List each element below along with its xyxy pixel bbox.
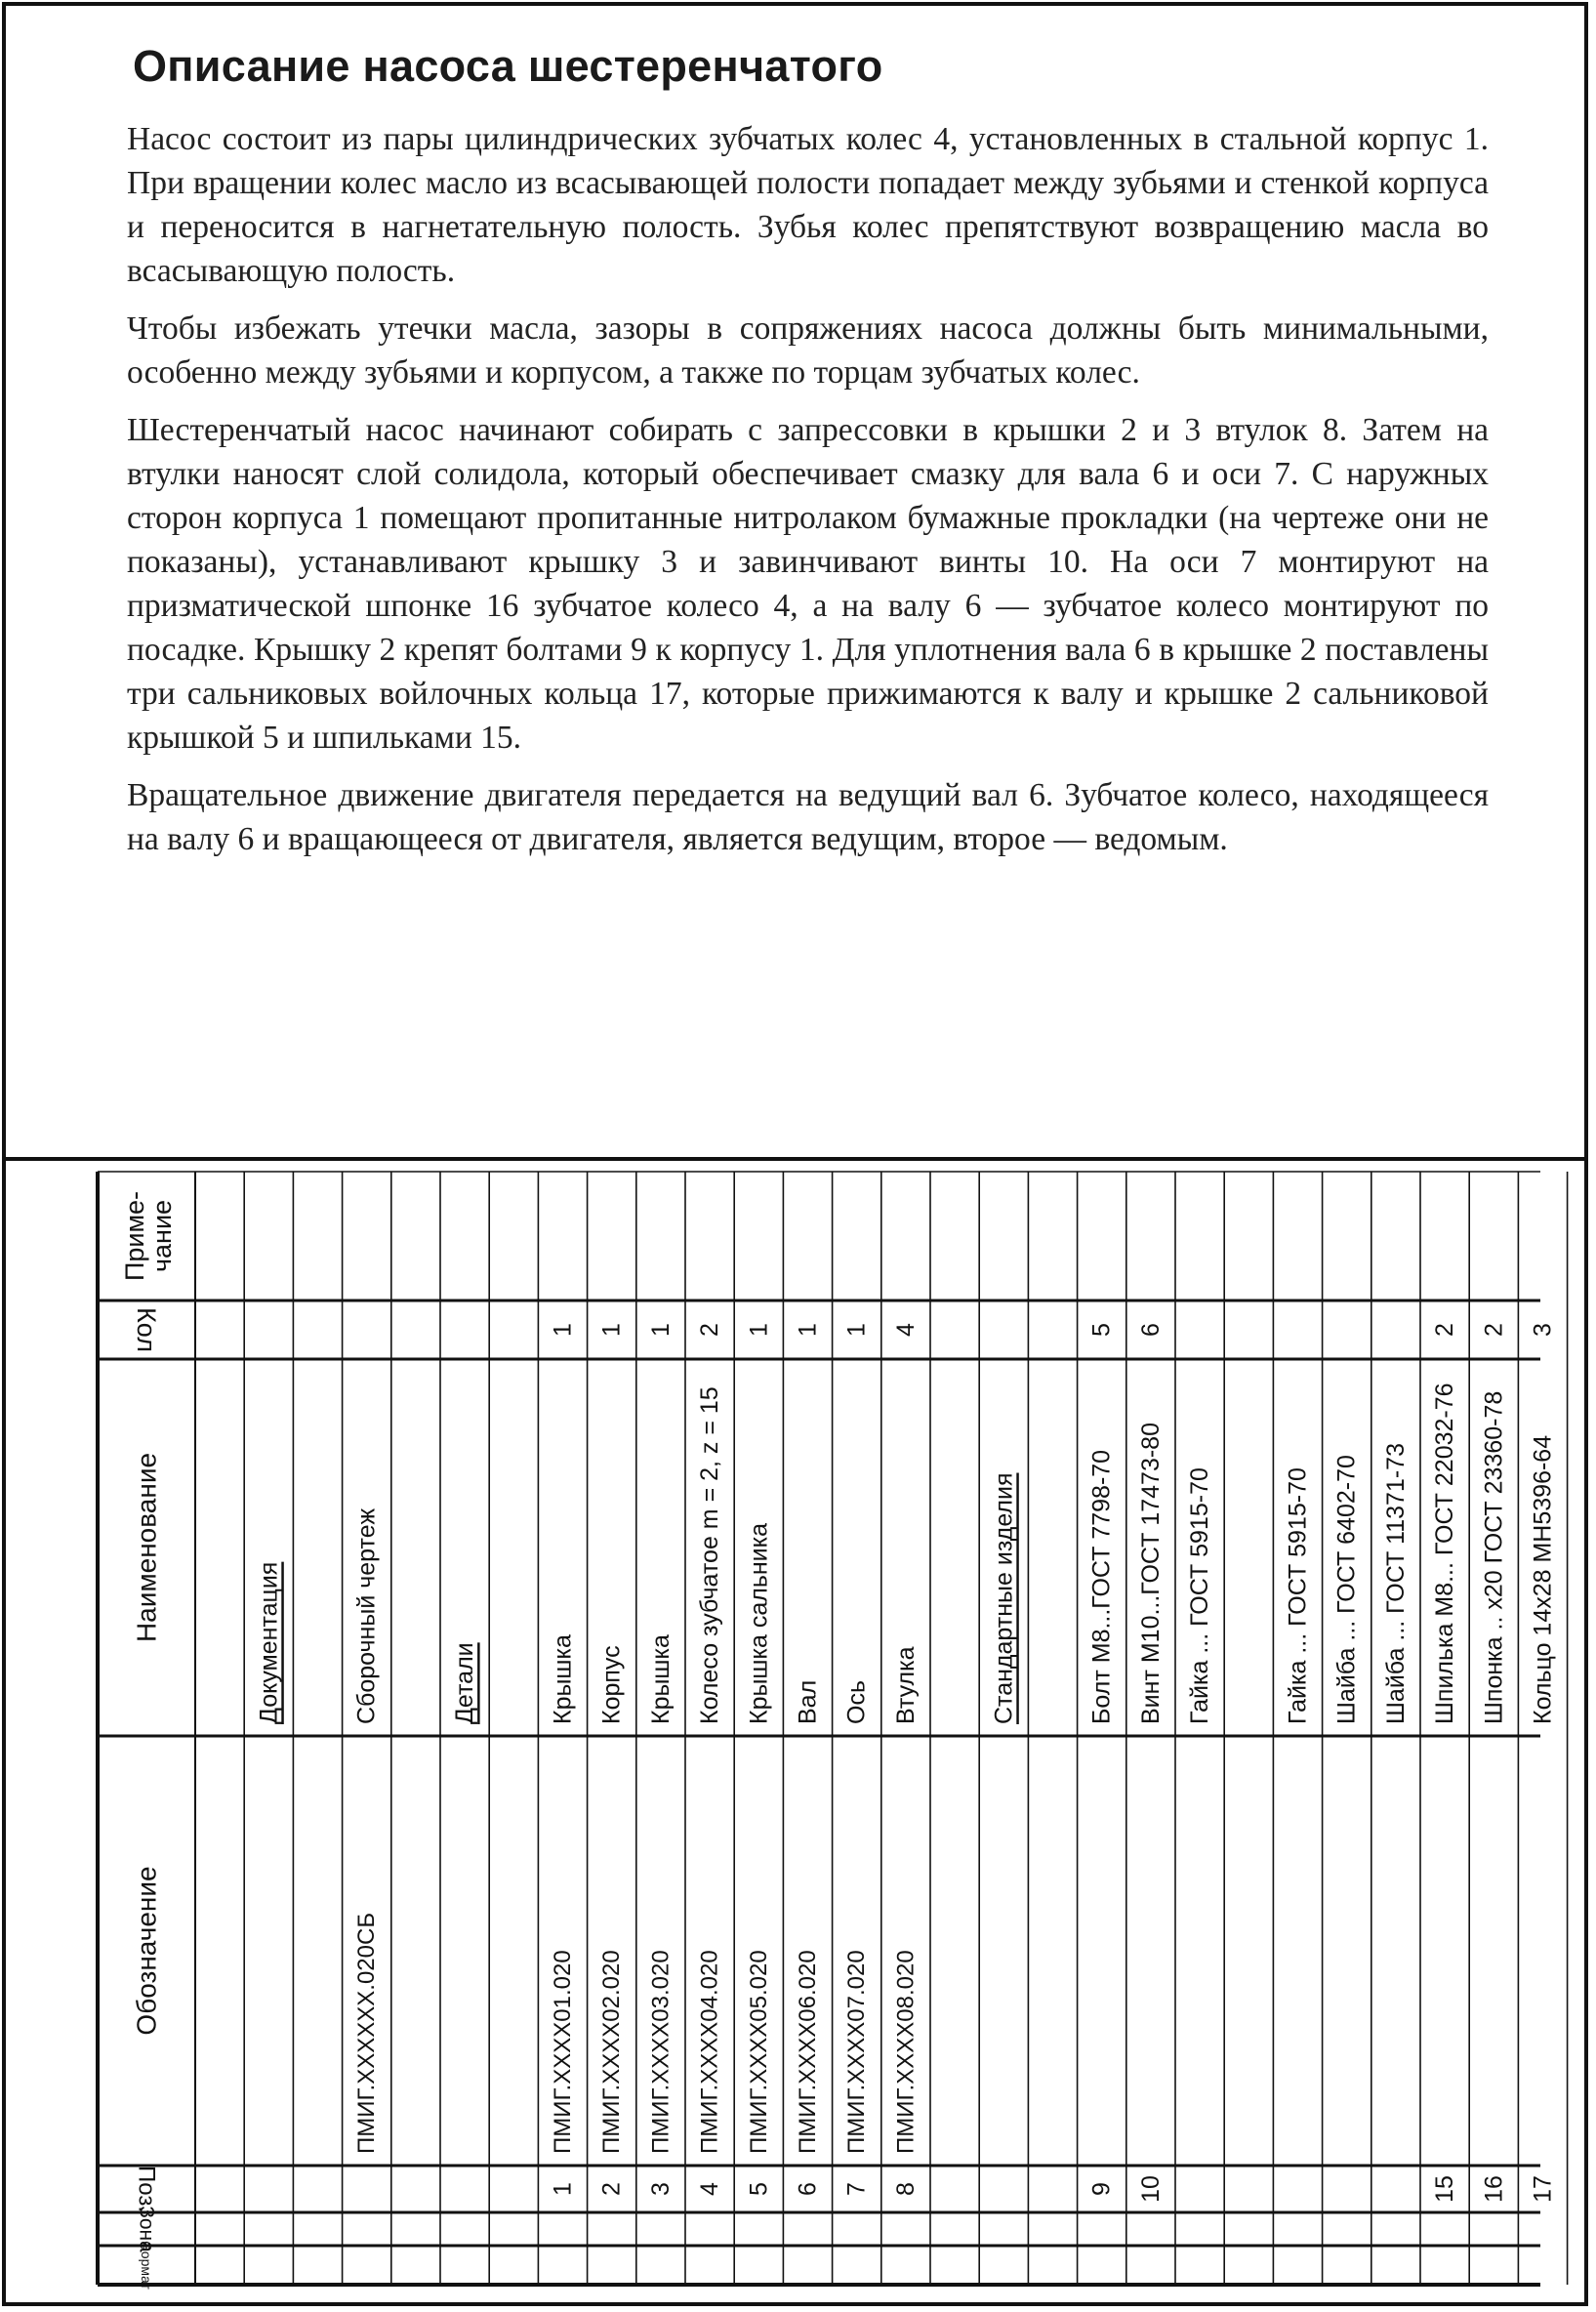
cell-name: Шайба ... ГОСТ 11371-73 <box>1381 1443 1410 1724</box>
header-format: Формат <box>139 2241 154 2290</box>
cell-designation: ПМИГ.XXXX06.020 <box>795 1950 821 2154</box>
header-note: Приме- <box>120 1190 149 1282</box>
table-cells <box>255 1323 1556 2203</box>
page-title: Описание насоса шестеренчатого <box>133 41 883 91</box>
cell-qty: 2 <box>1480 1323 1508 1337</box>
cell-qty: 3 <box>1529 1323 1557 1337</box>
cell-pos: 16 <box>1480 2175 1508 2203</box>
paragraph-3: Шестеренчатый насос начинают собирать с запрессовки в крышки 2 и 3 втулок 8. Затем на втулки наносят слой солидола, который обеспечивает смазку для вала 6 и оси 7. С наружных сторон корпуса 1 помещают пропитанные нитролаком бумажные прокладки (на чертеже они не показаны), устанавливают крышку 3 и завинчивают винты 10. На оси 7 монтируют на призматической шпонке 16 зубчатое колесо 4, а на валу 6 — зубчатое колесо монтируют по посадке. Крышку 2 крепят болтами 9 к корпусу 1. Для уплотнения вала 6 в крышке 2 поставлены три сальниковых войлочных кольца 17, которые прижимаются к валу и крышке 2 сальниковой крышкой 5 и шпильками 15. <box>127 412 1489 756</box>
cell-name: Крышка сальника <box>745 1522 773 1724</box>
paragraph-1: Насос состоит из пары цилиндрических зубчатых колес 4, установленных в стальной корпус 1. При вращении колес масло из всасывающей полости попадает между зубьями и стенкой корпуса и переносится в нагнетательную полость. Зубья колес препятствуют возвращению масла во всасывающую полость. <box>127 121 1489 289</box>
cell-name: Крышка <box>646 1634 675 1724</box>
cell-qty: 4 <box>891 1323 920 1337</box>
cell-name: Втулка <box>891 1646 920 1724</box>
header-designation: Обозначение <box>131 1866 162 2036</box>
cell-name: Гайка ... ГОСТ 5915-70 <box>1284 1467 1312 1724</box>
cell-qty: 1 <box>842 1323 871 1337</box>
cell-name: Вал <box>794 1679 822 1724</box>
cell-pos: 17 <box>1529 2175 1557 2203</box>
cell-qty: 1 <box>745 1323 773 1337</box>
cell-qty: 1 <box>597 1323 626 1337</box>
cell-designation: ПМИГ.XXXX05.020 <box>745 1950 772 2154</box>
table-grid <box>98 1172 1568 2285</box>
cell-pos: 5 <box>745 2182 773 2196</box>
cell-name: Гайка ... ГОСТ 5915-70 <box>1186 1467 1214 1724</box>
section-heading: Документация <box>255 1561 283 1724</box>
cell-name: Шпилька М8... ГОСТ 22032-76 <box>1431 1383 1459 1724</box>
cell-name: Болт М8...ГОСТ 7798-70 <box>1087 1449 1116 1724</box>
cell-pos: 8 <box>891 2182 920 2196</box>
cell-name: Ось <box>842 1680 871 1724</box>
cell-name: Колесо зубчатое m = 2, z = 15 <box>696 1386 724 1724</box>
cell-qty: 2 <box>1431 1323 1459 1337</box>
cell-designation: ПМИГ.XXXX04.020 <box>696 1950 723 2154</box>
cell-pos: 10 <box>1136 2175 1165 2203</box>
paragraph-4: Вращательное движение двигателя передается на ведущий вал 6. Зубчатое колесо, находящееся на валу 6 и вращающееся от двигателя, является ведущим, второе — ведомым. <box>127 777 1489 857</box>
cell-designation: ПМИГ.XXXX02.020 <box>598 1950 626 2154</box>
cell-qty: 5 <box>1087 1323 1116 1337</box>
cell-designation: ПМИГ.XXXXXX.020СБ <box>353 1912 381 2154</box>
paragraph-2: Чтобы избежать утечки масла, зазоры в сопряжениях насоса должны быть минимальными, особенно между зубьями и корпусом, а также по торцам зубчатых колес. <box>127 310 1489 391</box>
cell-name: Шайба ... ГОСТ 6402-70 <box>1332 1455 1361 1724</box>
header-pos: Поз. <box>133 2166 160 2212</box>
cell-name: Крышка <box>549 1634 577 1724</box>
cell-name: Винт М10...ГОСТ 17473-80 <box>1136 1423 1165 1724</box>
cell-name: Кольцо 14x28 МН5396-64 <box>1529 1434 1557 1724</box>
cell-name: Шпонка .. x20 ГОСТ 23360-78 <box>1480 1390 1508 1724</box>
cell-qty: 6 <box>1136 1323 1165 1337</box>
cell-qty: 1 <box>794 1323 822 1337</box>
cell-pos: 4 <box>696 2182 724 2196</box>
table-headers <box>120 1191 177 2290</box>
cell-designation: ПМИГ.XXXX08.020 <box>892 1950 920 2154</box>
cell-designation: ПМИГ.XXXX07.020 <box>843 1950 871 2154</box>
cell-designation: ПМИГ.XXXX01.020 <box>550 1950 576 2154</box>
cell-name: Корпус <box>597 1645 626 1724</box>
cell-pos: 6 <box>794 2182 822 2196</box>
header-qty: Кол <box>132 1307 161 1352</box>
cell-pos: 7 <box>842 2182 871 2196</box>
section-heading: Детали <box>451 1642 479 1724</box>
header-name: Наименование <box>131 1452 162 1643</box>
cell-qty: 1 <box>549 1323 577 1337</box>
section-heading: Стандартные изделия <box>990 1472 1018 1724</box>
cell-pos: 3 <box>646 2182 675 2196</box>
header-zone: Зона <box>135 2206 158 2252</box>
cell-qty: 2 <box>696 1323 724 1337</box>
header-note: чание <box>147 1199 177 1273</box>
cell-pos: 2 <box>597 2182 626 2196</box>
cell-pos: 15 <box>1431 2175 1459 2203</box>
cell-qty: 1 <box>646 1323 675 1337</box>
cell-pos: 9 <box>1087 2182 1116 2196</box>
cell-designation: ПМИГ.XXXX03.020 <box>647 1950 675 2154</box>
cell-pos: 1 <box>549 2182 577 2196</box>
cell-name: Сборочный чертеж <box>352 1507 381 1724</box>
